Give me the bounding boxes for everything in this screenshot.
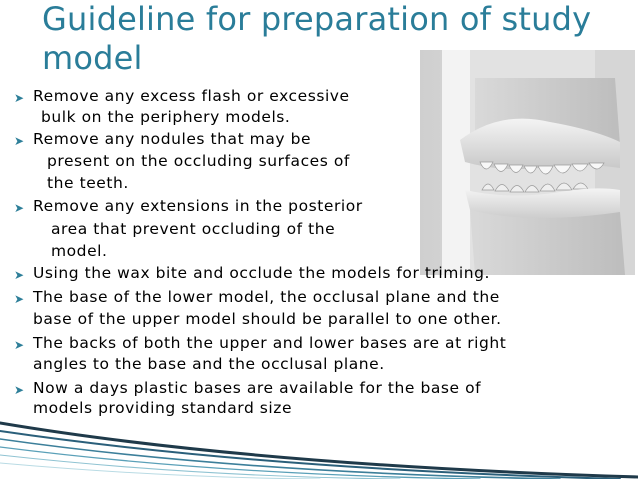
slide-title-line-1: Guideline for preparation of study	[42, 0, 592, 38]
bullet-3-line-1: Remove any extensions in the posterior	[33, 197, 363, 215]
slide-title-line-2: model	[42, 39, 143, 77]
bullet-5-line-1: The base of the lower model, the occlusal plane and the	[33, 288, 500, 306]
arrow-bullet-icon: ➤	[14, 383, 25, 397]
bullet-3-line-3: model.	[51, 242, 108, 260]
bullet-7-line-1: Now a days plastic bases are available for the base of	[33, 379, 482, 397]
arrow-bullet-icon: ➤	[14, 338, 25, 352]
bullet-3-line-2: area that prevent occluding of the	[51, 220, 336, 238]
bullet-1-line-2: bulk on the periphery models.	[41, 108, 291, 126]
arrow-bullet-icon: ➤	[14, 292, 25, 306]
bullet-6-line-1: The backs of both the upper and lower bases are at right	[33, 334, 507, 352]
bullet-4-line-1: Using the wax bite and occlude the models for triming.	[33, 264, 491, 282]
bullet-6-line-2: angles to the base and the occlusal plane.	[33, 355, 385, 373]
bullet-2-line-1: Remove any nodules that may be	[33, 130, 312, 148]
decorative-swoosh	[0, 395, 638, 479]
arrow-bullet-icon: ➤	[14, 268, 25, 282]
bullet-7-line-2: models providing standard size	[33, 399, 293, 417]
arrow-bullet-icon: ➤	[14, 91, 25, 105]
arrow-bullet-icon: ➤	[14, 201, 25, 215]
bullet-5-line-2: base of the upper model should be parallel to one other.	[33, 310, 502, 328]
bullet-2-line-2: present on the occluding surfaces of	[47, 152, 350, 170]
bullet-2-line-3: the teeth.	[47, 174, 129, 192]
arrow-bullet-icon: ➤	[14, 134, 25, 148]
bullet-1-line-1: Remove any excess flash or excessive	[33, 87, 350, 105]
